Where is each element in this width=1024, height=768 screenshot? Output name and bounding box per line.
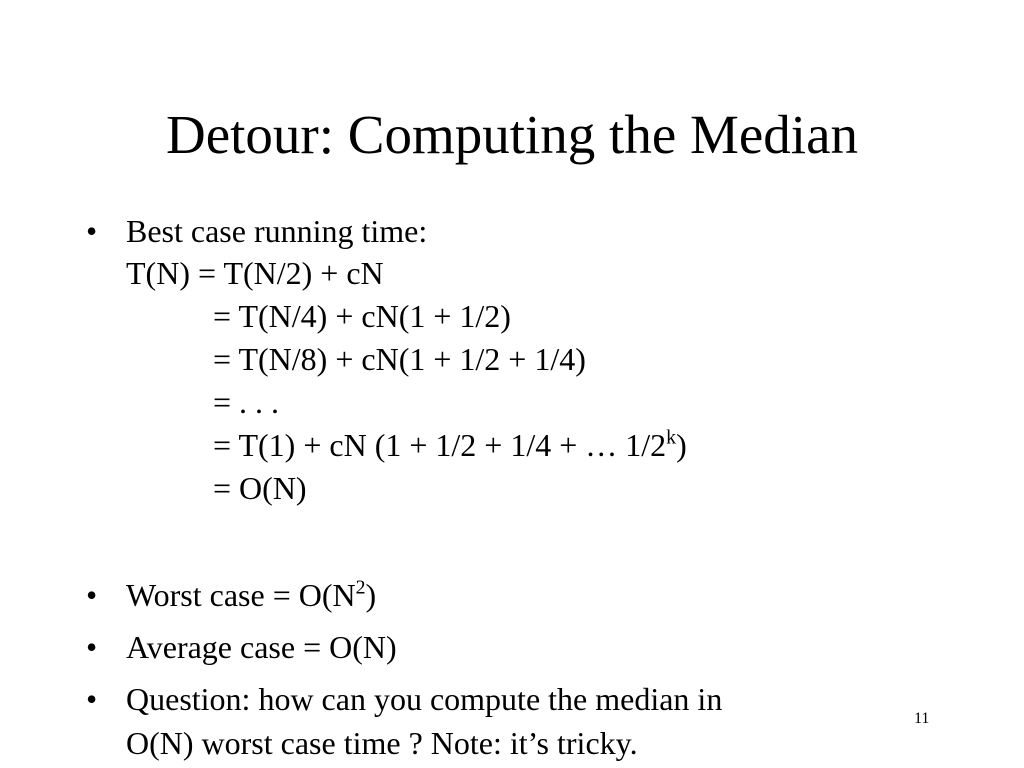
best-case-heading: Best case running time: [126,213,428,249]
question-line-1: Question: how can you compute the median in [126,681,723,717]
worst-case-main: Worst case = O(N [126,577,356,613]
slide-title: Detour: Computing the Median [166,104,858,165]
recurrence-line-5 [213,425,687,465]
recurrence-line-5-close: ) [676,427,687,463]
question-line-2: O(N) worst case time ? Note: it’s tricky. [126,725,638,761]
bullet-marker: • [86,629,98,665]
average-case-text: Average case = O(N) [126,629,397,665]
bullet-marker: • [86,213,98,249]
recurrence-line-1: T(N) = T(N/2) + cN [126,255,384,291]
recurrence-line-3: = T(N/8) + cN(1 + 1/2 + 1/4) [213,341,586,377]
worst-case-text [126,575,376,615]
recurrence-line-6: = O(N) [213,470,307,506]
recurrence-line-2: = T(N/4) + cN(1 + 1/2) [213,298,511,334]
exponent-2: 2 [355,576,366,599]
worst-case-close: ) [365,577,377,613]
exponent-k: k [666,426,677,449]
bullet-marker: • [86,681,98,717]
recurrence-line-5-text: = T(1) + cN (1 + 1/2 + 1/4 + … 1/2 [213,427,667,463]
recurrence-line-4: = . . . [213,384,280,420]
page-number: 11 [914,710,930,727]
bullet-marker: • [86,577,98,613]
